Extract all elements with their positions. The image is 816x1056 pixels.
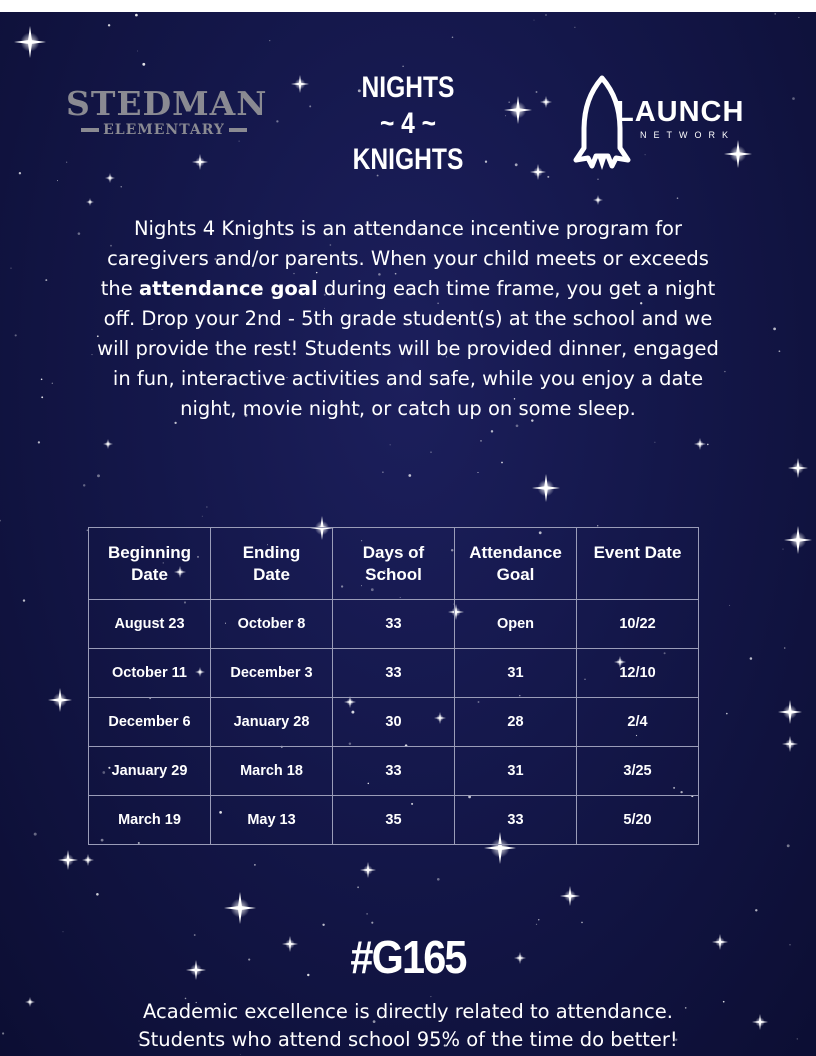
star-dot	[38, 441, 40, 443]
star-dot	[783, 549, 784, 550]
star-dot	[750, 657, 753, 660]
flyer	[0, 12, 816, 1056]
star-dot	[97, 474, 100, 477]
star-dot	[452, 36, 454, 38]
table-cell: 3/25	[577, 747, 699, 796]
star-dot	[430, 452, 431, 453]
star-dot	[545, 14, 546, 15]
table-header-cell	[333, 528, 455, 600]
star-dot	[240, 1054, 241, 1055]
star-dot	[23, 599, 25, 601]
star-dot	[726, 713, 728, 715]
star-dot	[797, 1038, 798, 1039]
star-dot	[536, 91, 538, 93]
star-sparkle	[103, 439, 113, 449]
star-sparkle	[48, 688, 72, 712]
star-dot	[478, 472, 479, 473]
star-dot	[248, 959, 250, 961]
table-header-cell	[211, 528, 333, 600]
footer-line-2: Students who attend school 95% of the time do better!	[138, 1028, 678, 1051]
table-cell: October 8	[211, 600, 333, 649]
star-sparkle	[360, 862, 376, 878]
star-sparkle	[25, 997, 35, 1007]
table-cell: March 19	[89, 796, 211, 845]
table-cell: 33	[333, 649, 455, 698]
star-dot	[724, 371, 725, 372]
table-cell: December 3	[211, 649, 333, 698]
star-sparkle	[82, 854, 94, 866]
star-dot	[491, 430, 493, 432]
table-cell: Open	[455, 600, 577, 649]
star-dot	[239, 141, 240, 142]
header-text: Date	[253, 565, 290, 584]
table-row	[89, 796, 699, 845]
table-row	[89, 600, 699, 649]
star-sparkle	[694, 438, 706, 450]
star-sparkle	[788, 458, 808, 478]
attendance-goal-emphasis: attendance goal	[138, 277, 318, 300]
star-sparkle	[58, 850, 78, 870]
table-row	[89, 747, 699, 796]
table-cell: March 18	[211, 747, 333, 796]
star-dot	[677, 197, 679, 199]
table-cell: 12/10	[577, 649, 699, 698]
star-dot	[78, 232, 81, 235]
star-dot	[57, 180, 58, 181]
star-dot	[96, 893, 99, 896]
table-cell: 33	[333, 600, 455, 649]
star-dot	[402, 66, 403, 67]
description-part-2: during each time frame, you get a night off. Drop your 2nd - 5th grade student(s) at the school and we will provide the rest! Students will be provided dinner, engaged in fun, interactive activities and safe, while you enjoy a date night, movie night, or catch up on some sleep.	[97, 277, 719, 420]
star-dot	[121, 186, 122, 187]
table-header-cell	[455, 528, 577, 600]
star-dot	[142, 63, 145, 66]
stedman-logo-sub-text: ELEMENTARY	[103, 122, 225, 138]
star-sparkle	[782, 736, 798, 752]
star-dot	[322, 924, 324, 926]
table-row	[89, 649, 699, 698]
star-dot	[135, 14, 138, 17]
star-sparkle	[514, 952, 526, 964]
star-dot	[41, 379, 43, 381]
table-cell: January 29	[89, 747, 211, 796]
star-dot	[516, 424, 519, 427]
star-dot	[789, 944, 790, 945]
star-dot	[779, 350, 781, 352]
star-dot	[382, 471, 384, 473]
star-dot	[501, 462, 503, 464]
star-dot	[371, 922, 373, 924]
star-sparkle	[560, 886, 580, 906]
description-part-1: Nights 4 Knights is an attendance incentive program for caregivers and/or parents. When your child meets or exceeds the	[100, 217, 709, 300]
logo-bar-left	[81, 128, 99, 132]
footer-line-1: Academic excellence is directly related to attendance.	[143, 1000, 673, 1023]
star-dot	[83, 484, 85, 486]
star-dot	[276, 120, 278, 122]
header-text: Date	[131, 565, 168, 584]
star-dot	[41, 396, 43, 398]
star-dot	[480, 440, 481, 441]
table-cell: December 6	[89, 698, 211, 747]
star-dot	[19, 172, 21, 174]
star-dot	[194, 934, 196, 936]
star-dot	[91, 354, 92, 355]
logo-bar-right	[229, 128, 247, 132]
star-dot	[707, 444, 709, 446]
star-sparkle	[14, 26, 46, 58]
star-dot	[408, 474, 411, 477]
table-cell: 33	[333, 747, 455, 796]
star-dot	[581, 922, 583, 924]
star-sparkle	[282, 936, 298, 952]
star-sparkle	[291, 75, 309, 93]
table-cell: 28	[455, 698, 577, 747]
star-sparkle	[192, 154, 208, 170]
star-dot	[430, 996, 431, 997]
star-dot	[10, 268, 11, 269]
table-cell: 35	[333, 796, 455, 845]
table-cell: January 28	[211, 698, 333, 747]
star-sparkle	[224, 892, 256, 924]
star-sparkle	[784, 526, 812, 554]
star-dot	[574, 27, 575, 28]
star-sparkle	[752, 1014, 768, 1030]
launch-logo-main-text: LAUNCH	[616, 96, 745, 128]
table-cell: 2/4	[577, 698, 699, 747]
table-row	[89, 698, 699, 747]
star-dot	[269, 40, 270, 41]
header-text: School	[365, 565, 422, 584]
stedman-logo-main-text: STEDMAN	[66, 84, 268, 123]
header-text: Beginning	[107, 543, 192, 562]
header-text: Event Date	[593, 543, 682, 562]
program-description	[96, 214, 720, 424]
star-sparkle	[532, 474, 560, 502]
table-header-row	[89, 528, 699, 600]
title-line-1: NIGHTS	[361, 71, 455, 104]
attendance-schedule-table	[88, 527, 699, 845]
star-sparkle	[86, 198, 94, 206]
star-dot	[34, 833, 37, 836]
table-header-cell	[89, 528, 211, 600]
star-dot	[792, 97, 795, 100]
star-dot	[137, 51, 138, 52]
title-line-2: ~ 4 ~	[379, 107, 437, 140]
star-dot	[654, 442, 655, 443]
hashtag: #G165	[350, 931, 466, 983]
star-dot	[206, 507, 207, 508]
star-dot	[309, 105, 311, 107]
star-sparkle	[504, 96, 532, 124]
table-cell: May 13	[211, 796, 333, 845]
star-dot	[2, 1032, 4, 1034]
event-title	[326, 70, 490, 178]
star-dot	[597, 179, 598, 180]
launch-network-logo	[572, 74, 762, 174]
table-cell: 5/20	[577, 796, 699, 845]
table-body	[89, 600, 699, 845]
star-dot	[784, 647, 786, 649]
header-text: Ending	[242, 543, 301, 562]
star-dot	[729, 605, 730, 606]
star-dot	[0, 520, 1, 522]
star-dot	[63, 931, 64, 932]
star-sparkle	[712, 934, 728, 950]
star-dot	[798, 17, 799, 18]
star-dot	[773, 328, 776, 331]
star-dot	[755, 909, 757, 911]
footer-message	[80, 998, 736, 1054]
star-dot	[534, 20, 535, 21]
star-sparkle	[778, 700, 802, 724]
star-dot	[774, 13, 776, 15]
star-dot	[538, 919, 539, 920]
star-dot	[45, 279, 47, 281]
table-cell: 33	[455, 796, 577, 845]
star-dot	[307, 974, 309, 976]
star-dot	[390, 444, 391, 445]
table-cell: 10/22	[577, 600, 699, 649]
header-text: Days of	[362, 543, 425, 562]
star-sparkle	[186, 960, 206, 980]
star-dot	[437, 878, 440, 881]
star-dot	[66, 162, 67, 163]
star-dot	[357, 886, 359, 888]
table-cell: October 11	[89, 649, 211, 698]
star-dot	[515, 163, 518, 166]
star-dot	[254, 864, 256, 866]
header-text: Attendance	[469, 543, 562, 562]
star-dot	[536, 172, 538, 174]
star-dot	[15, 334, 17, 336]
star-sparkle	[593, 195, 603, 205]
star-dot	[505, 115, 506, 116]
star-dot	[536, 924, 537, 925]
title-line-3: KNIGHTS	[352, 143, 464, 176]
stedman-elementary-logo	[66, 84, 268, 138]
table-cell: 30	[333, 698, 455, 747]
star-dot	[202, 516, 203, 517]
table-header-cell	[577, 528, 699, 600]
star-dot	[787, 844, 790, 847]
star-dot	[52, 383, 53, 384]
table-cell: 31	[455, 747, 577, 796]
star-dot	[508, 101, 510, 103]
star-dot	[547, 176, 549, 178]
table-cell: 31	[455, 649, 577, 698]
launch-logo-sub-text: NETWORK	[640, 130, 735, 140]
star-dot	[366, 913, 368, 915]
star-sparkle	[540, 96, 552, 108]
star-dot	[108, 24, 110, 26]
table-cell: August 23	[89, 600, 211, 649]
star-sparkle	[105, 173, 115, 183]
header-text: Goal	[496, 565, 535, 584]
